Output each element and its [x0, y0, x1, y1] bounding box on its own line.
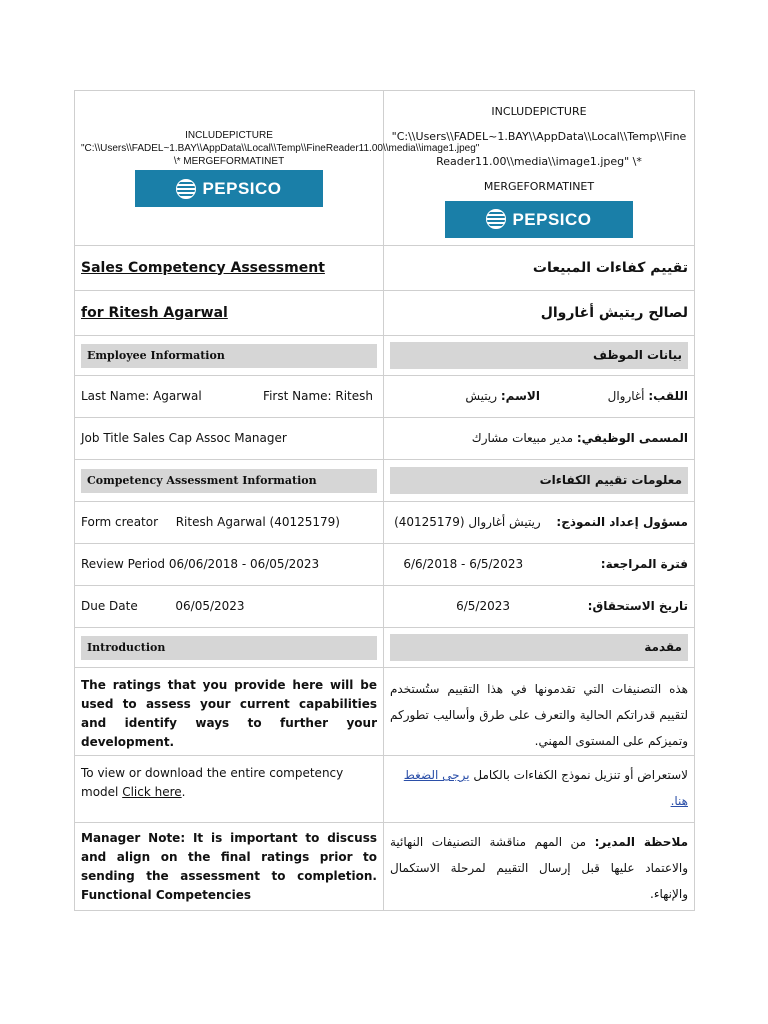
last-name-en: Last Name: Agarwal [81, 389, 202, 403]
subject-en: for Ritesh Agarwal [81, 304, 228, 321]
header-left-cell [75, 91, 480, 246]
logo-text: PEPSICO [202, 179, 282, 198]
manager-note-en [81, 829, 377, 905]
review-period-value-ar: 6/5/2023 - 6/6/2018 [403, 557, 524, 571]
download-text-ar: لاستعراض أو تنزيل نموذج الكفاءات بالكامل [469, 768, 688, 782]
manager-note-label-ar: ملاحظة المدير: [594, 835, 689, 849]
job-title-en: Job Title Sales Cap Assoc Manager [81, 431, 287, 445]
section-introduction-ar: مقدمة [390, 634, 688, 661]
due-date-value-en: 06/05/2023 [175, 599, 245, 613]
intro-text-en: The ratings that you provide here will be used to assess your current capabilities and identify ways to further your development. [81, 678, 377, 749]
form-creator-label-ar: مسؤول إعداد النموذج: [556, 515, 688, 529]
form-creator-label-en: Form creator [81, 515, 159, 529]
title-en: Sales Competency Assessment [81, 259, 325, 276]
due-date-label-ar: تاريخ الاستحقاق: [587, 599, 688, 613]
due-date-label-en: Due Date [81, 599, 138, 613]
last-name-value-ar: أغاروال [607, 389, 645, 403]
manager-note-ar [390, 829, 688, 907]
pepsico-logo [135, 170, 323, 207]
last-name-label-ar: اللقب: [648, 389, 688, 403]
section-employee-info-ar: بيانات الموظف [390, 342, 688, 369]
job-title-value-ar: مدير مبيعات مشارك [471, 431, 573, 445]
section-introduction-en: Introduction [81, 636, 377, 660]
includepicture-field-right-1: INCLUDEPICTURE [491, 104, 587, 118]
pepsico-logo-right [445, 201, 633, 238]
section-employee-info-en: Employee Information [81, 344, 377, 368]
title-ar: تقييم كفاءات المبيعات [532, 259, 688, 276]
includepicture-field-right-2: "C:\\Users\\FADEL~1.BAY\\AppData\\Local\\Temp\\FineReader11.00\\media\\image1.jpeg" \* [391, 129, 687, 168]
assessment-table [74, 90, 695, 911]
form-creator-value-en: Ritesh Agarwal (40125179) [175, 515, 340, 529]
header-right-cell [384, 91, 695, 246]
review-period-label-ar: فترة المراجعة: [600, 557, 688, 571]
download-period: . [181, 785, 186, 799]
subject-ar: لصالح ريتيش أغاروال [540, 304, 688, 321]
job-title-label-ar: المسمى الوظيفي: [576, 431, 688, 445]
section-competency-info-en: Competency Assessment Information [81, 469, 377, 493]
first-name-value-ar: ريتيش [465, 389, 498, 403]
logo-text: PEPSICO [512, 209, 592, 229]
manager-note-text-ar: من المهم مناقشة التصنيفات النهائية والاعتماد عليها قبل إرسال التقييم لمرحلة الاستكمال والإنهاء. [390, 835, 688, 901]
intro-text-ar: هذه التصنيفات التي تقدمونها في هذا التقييم ستُستخدم لتقييم قدراتكم الحالية والتعرف على طرق وأساليب تطوركم وتميزكم على المستوى المهني. [390, 682, 688, 748]
manager-note-text-en: It is important to discuss and align on the final ratings prior to sending the assessment to completion. Functional Competencies [81, 831, 377, 902]
click-here-link[interactable]: Click here [122, 785, 182, 799]
includepicture-field-right-3: MERGEFORMATINET [483, 179, 595, 193]
pepsico-globe-icon [176, 179, 196, 199]
first-name-en: First Name: Ritesh [263, 389, 373, 403]
includepicture-field-left: INCLUDEPICTURE "C:\\Users\\FADEL~1.BAY\\AppData\\Local\\Temp\\FineReader11.00\\media\\image1.jpeg" \* MERGEFORMATINET [81, 130, 480, 167]
manager-note-label-en: Manager Note: [81, 831, 186, 845]
form-creator-value-ar: ريتيش أغاروال (40125179) [394, 515, 541, 529]
due-date-value-ar: 6/5/2023 [456, 599, 511, 613]
first-name-label-ar: الاسم: [500, 389, 540, 403]
pepsico-globe-icon [486, 209, 506, 229]
section-competency-info-ar: معلومات تقييم الكفاءات [390, 467, 688, 494]
review-period-en: Review Period 06/06/2018 - 06/05/2023 [81, 557, 320, 571]
click-here-link-ar[interactable]: يرجى الضغط هنا. [403, 768, 688, 808]
download-text-en: To view or download the entire competency model [81, 766, 344, 799]
